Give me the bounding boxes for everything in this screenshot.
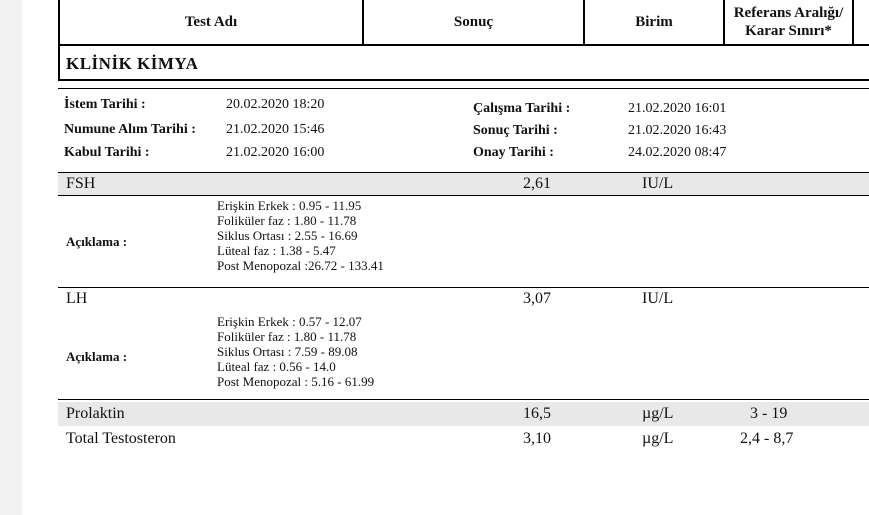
result-date: 21.02.2020 16:43	[628, 123, 727, 138]
result-date-label: Sonuç Tarihi :	[473, 123, 558, 138]
section-bottom-border	[58, 79, 869, 81]
test-row-prolaktin	[58, 402, 869, 426]
note-line: Erişkin Erkek : 0.95 - 11.95	[217, 198, 362, 213]
note-line: Siklus Ortası : 2.55 - 16.69	[217, 228, 358, 243]
header-test-name: Test Adı	[184, 14, 238, 30]
test-result: 3,10	[523, 430, 551, 447]
header-result: Sonuç	[453, 14, 494, 30]
fsh-notes	[217, 198, 384, 273]
note-line: Post Menopozal : 5.16 - 61.99	[217, 374, 375, 389]
header-reference	[725, 0, 852, 44]
request-date-label: İstem Tarihi :	[64, 97, 146, 112]
meta-top-border	[58, 88, 869, 89]
test-result: 2,61	[523, 175, 551, 192]
note-line: Foliküler faz : 1.80 - 11.78	[217, 213, 357, 228]
request-date: 20.02.2020 18:20	[226, 97, 325, 112]
left-margin	[0, 0, 22, 515]
row-divider	[58, 195, 869, 196]
test-row-lh	[58, 288, 869, 310]
accept-date-label: Kabul Tarihi :	[64, 145, 150, 160]
note-line: Foliküler faz : 1.80 - 11.78	[217, 329, 357, 344]
lh-notes	[217, 314, 374, 389]
test-result: 16,5	[523, 405, 551, 422]
header-reference-line1: Referans Aralığı/	[733, 5, 844, 21]
note-line: Erişkin Erkek : 0.57 - 12.07	[217, 314, 362, 329]
test-name: LH	[66, 290, 88, 307]
work-date-label: Çalışma Tarihi :	[473, 101, 571, 116]
test-reference: 3 - 19	[750, 405, 788, 422]
header-unit: Birim	[635, 14, 673, 30]
section-title: KLİNİK KİMYA	[66, 54, 199, 73]
header-bottom-border	[58, 44, 869, 46]
sample-date-label: Numune Alım Tarihi :	[64, 122, 196, 137]
header-divider	[852, 0, 854, 44]
test-name: Prolaktin	[66, 405, 125, 422]
test-unit: IU/L	[642, 290, 674, 307]
test-row-fsh	[58, 173, 869, 195]
test-reference: 2,4 - 8,7	[740, 430, 794, 447]
note-line: Post Menopozal :26.72 - 133.41	[217, 258, 384, 273]
accept-date: 21.02.2020 16:00	[226, 145, 325, 160]
note-line: Lüteal faz : 0.56 - 14.0	[217, 359, 336, 374]
note-label: Açıklama :	[66, 234, 128, 249]
test-unit: µg/L	[642, 405, 674, 422]
test-name: FSH	[66, 175, 96, 192]
test-result: 3,07	[523, 290, 551, 307]
note-label: Açıklama :	[66, 349, 128, 364]
approve-date-label: Onay Tarihi :	[473, 145, 554, 160]
work-date: 21.02.2020 16:01	[628, 101, 727, 116]
note-line: Siklus Ortası : 7.59 - 89.08	[217, 344, 358, 359]
test-row-total-testosteron	[58, 428, 869, 452]
test-name: Total Testosteron	[66, 430, 176, 447]
sample-date: 21.02.2020 15:46	[226, 122, 325, 137]
header-reference-line2: Karar Sınırı*	[745, 23, 832, 39]
test-unit: µg/L	[642, 430, 674, 447]
test-unit: IU/L	[642, 175, 674, 192]
section-left-border	[58, 44, 60, 80]
note-line: Lüteal faz : 1.38 - 5.47	[217, 243, 336, 258]
row-divider	[58, 399, 869, 400]
approve-date: 24.02.2020 08:47	[628, 145, 727, 160]
